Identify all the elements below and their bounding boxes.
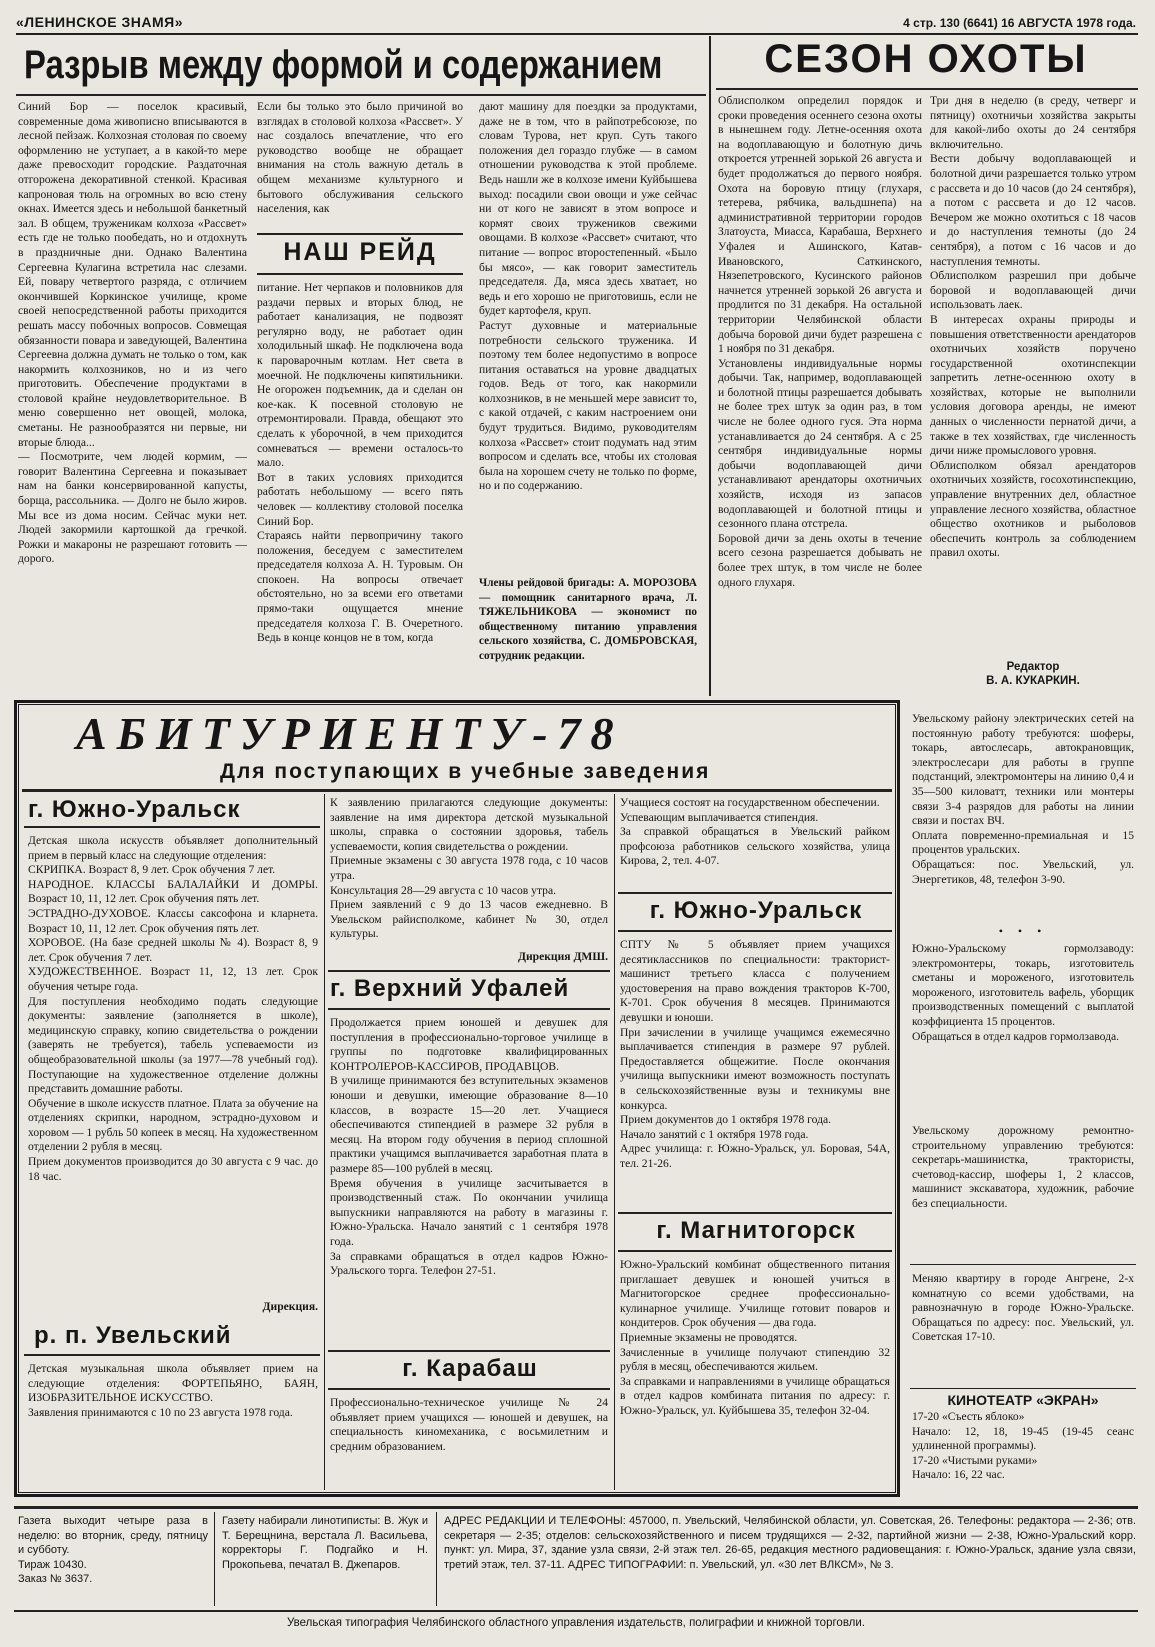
city4-rule-top [328, 1350, 610, 1352]
city5-rule-top [618, 892, 892, 894]
footer-divider-1 [214, 1512, 215, 1606]
ads-rule-1 [910, 1264, 1136, 1265]
raid-rule-top [257, 233, 463, 235]
city3-rule-top [328, 970, 610, 972]
footer-divider-2 [436, 1512, 437, 1606]
city1-rule [24, 826, 320, 828]
ads-rule-2 [910, 1388, 1136, 1389]
article1-col2b: питание. Нет черпаков и половников для раздачи первых и вторых блюд, не работает канализация, не подвозят регулярно воду, не работает один холодильный шкаф. Не подключена вода к пароварочным котлам. Нет света в моечной. Не подключены кипятильники. Не огорожен подъемник, да и сделан он кое-как. К посевной столовую не отремонтировали. Правда, обещают это сделать к уборочной, в чем приходится сомневаться — времени осталось-то мало. Вот в таких условиях приходится работать небольшому — всего пять человек — коллективу столовой поселка Синий Бор. Стараясь найти первопричину такого положения, беседуем с заместителем председателя колхоза А. Н. Туровым. Он спокоен. На вопросы отвечает обстоятельно, но за всеми его ответами прямо-таки ощущается мнение председателя колхоза Г. В. Очеретного. Ведь в конце концов не в том, когда [257, 281, 463, 645]
abit-divider-1 [324, 794, 325, 1490]
editor-label: Редактор [1006, 661, 1060, 673]
magnitogorsk-notice: Южно-Уральский комбинат общественного питания приглашает девушек и юношей учиться в Магнитогорское среднее профессионально-кулинарное училище. Училище готовит поваров и кондитеров. Срок обучения — два года. Приемные экзамены не проводятся. Зачисленные в училище получают стипендию 32 рубля в месяц, обеспечиваются жильем. За справками и направлениями в училище обращаться в отдел кадров комбината питания по адресу: г. Южно-Уральск, ул. Куйбышева 35, телефон 32-04. [620, 1258, 890, 1417]
karabash-notice: Профессионально-техническое училище № 24 объявляет прием учащихся — юношей и девушек, на специальность киномеханика, с восьмилетним и средним образованием. [330, 1396, 608, 1453]
ad-dairy-plant: Южно-Уральскому гормолзаводу: электромонтеры, токарь, изготовитель сметаны и мороженого, изготовитель мороженого, изготовитель вафель, уборщик производственных помещений с выплатой коэффициента 15 процентов. Обращаться в отдел кадров гормолзавода. [912, 942, 1134, 1043]
music-school-notice: Детская музыкальная школа объявляет прием на следующие отделения: ФОРТЕПЬЯНО, БАЯН, ИЗОБРАЗИТЕЛЬНОЕ ИСКУССТВО. Заявления принимаются с 10 по 23 августа 1978 года. [28, 1362, 318, 1419]
city6-rule [618, 1250, 892, 1252]
subtitle-rule [22, 789, 892, 792]
city4-rule [328, 1388, 610, 1390]
raid-rule-bottom [257, 273, 463, 275]
music-docs-notice: К заявлению прилагаются следующие документы: заявление на имя директора детской музыкальной школы, справка о состоянии здоровья, табель успеваемости, копия свидетельства о рождении. Приемные экзамены с 30 августа 1978 года, с 10 часов утра. Консультация 28—29 августа с 10 часов утра. Прием заявлений с 9 до 13 часов ежедневно. В Увельском райисполкоме, кабинет № 30, отдел культуры. [330, 796, 608, 941]
ad-road-department: Увельскому дорожному ремонтно-строительному управлению требуются: секретарь-машинистка, трактористы, счетовод-кассир, шоферы 1, 2 классов, машинист экскаватора, художник, рабочие без специальности. [912, 1124, 1134, 1210]
raid-signature: Члены рейдовой бригады: А. МОРОЗОВА — помощник санитарного врача, Л. ТЯЖЕЛЬНИКОВА — экономист по общественному питанию управления сельского хозяйства, С. ДОМБРОВСКАЯ, сотрудник редакции. [479, 577, 697, 662]
footer-rule-top [14, 1506, 1138, 1509]
article-title-rupture: Разрыв между формой и содержанием [24, 43, 663, 87]
paper-name: «ЛЕНИНСКОЕ ЗНАМЯ» [16, 14, 184, 30]
art-school-sign: Дирекция. [262, 1300, 318, 1313]
city5-rule [618, 930, 892, 932]
cinema-title: КИНОТЕАТР «ЭКРАН» [947, 1392, 1099, 1408]
column-divider [709, 36, 711, 696]
editor-block [930, 660, 1136, 688]
art-school-notice: Детская школа искусств объявляет дополнительный прием в первый класс на следующие отделения: СКРИПКА. Возраст 8, 9 лет. Срок обучения 7 лет. НАРОДНОЕ. КЛАССЫ БАЛАЛАЙКИ И ДОМРЫ. Возраст 10, 11, 12 лет. Срок обучения пять лет. ЭСТРАДНО-ДУХОВОЕ. Классы саксофона и кларнета. Возраст 10, 11, 12 лет. Срок обучения пять лет. ХОРОВОЕ. (На базе средней школы № 4). Возраст 8, 9 лет. Срок обучения 7 лет. ХУДОЖЕСТВЕННОЕ. Возраст 11, 12, 13 лет. Срок обучения четыре года. Для поступления необходимо подать следующие документы: заявление (заполняется в школе), медицинскую справку, копию свидетельства о рождении (заверять не требуется), табель успеваемости из общеобразовательной школы (за 1977—78 учебный год). Поступающие на художественное отделение должны представить домашние работы. Обучение в школе искусств платное. Плата за обучение на отделениях скрипки, народном, эстрадно-духовом и хоровом — 1 рубль 50 копеек в месяц. На художественном отделении 2 рубля в месяц. Прием документов производится до 30 августа с 9 час. до 18 час. [28, 834, 318, 1183]
hunting-title-rule [716, 88, 1138, 90]
article1-col3: дают машину для поездки за продуктами, даже не в том, что в райпотребсоюзе, по словам Турова, нет круп. Суть такого положения дел гораздо глубже — в самом отношении руководства к этой проблеме. Ведь нашли же в колхозе имени Куйбышева выход: посадили свои овощи и уже сейчас ни от кого не зависят в этом вопросе и кормят своих тружеников свежими овощами. В колхозе «Рассвет» считают, что питание — вопрос второстепенный. «Было бы мясо», — как говорит заместитель председателя. Да, мяса здесь хватает, но ведь и его хорошо не приготовишь, если не будет картофеля, круп. Растут духовные и материальные потребности сельского труженика. И поэтому тем более недопустимо в вопросе питания оставаться на уровне двадцатых годов. Ведь от того, как накормили колхозников, в не меньшей мере зависит то, с какой отдачей, с каким настроением они будут трудиться. Видимо, руководителям колхоза «Рассвет» стоит подумать над этим вопросом и сделать все, чтобы их столовая была на хорошем счету не только по форме, но и по содержанию. [479, 100, 697, 493]
city6-rule-top [618, 1212, 892, 1214]
ad-apartment-exchange: Меняю квартиру в городе Ангрене, 2-х комнатную со всеми удобствами, на равнозначную в городе Южно-Уральске. Обращаться по адресу: пос. Увельский, ул. Советская 17-10. [912, 1272, 1134, 1344]
music-docs-sign: Дирекция ДМШ. [517, 950, 608, 963]
raid-title: НАШ РЕЙД [283, 238, 437, 266]
title-rule [16, 94, 706, 96]
article-title-hunting: СЕЗОН ОХОТЫ [764, 37, 1088, 81]
abiturient-subtitle: Для поступающих в учебные заведения [220, 760, 711, 783]
footer-rule-bottom [14, 1610, 1138, 1612]
editor-name: В. А. КУКАРКИН. [986, 675, 1080, 687]
cinema-schedule: 17-20 «Съесть яблоко» Начало: 12, 18, 19-45 (19-45 сеанс удлиненной программы). 17-20 «Чистыми руками» Начало: 16, 22 час. [912, 1410, 1134, 1482]
article2-col1: Облисполком определил порядок и сроки проведения осеннего сезона охоты в нынешнем году. Летне-осенняя охота на водоплавающую и болотную дичь откроется утренней зорькой 26 августа и будет продолжаться до первого ноября. Охота на боровую птицу (глухаря, тетерева, рябчика, вальдшнепа) на административной территории городов Златоуста, Миасса, Карабаша, Верхнего Уфалея и Ашинского, Катав-Ивановского, Саткинского, Нязепетровского, Кусинского районов начнется утренней зорькой 26 августа и продлится по 31 декабря. На остальной территории Челябинской области добыча боровой дичи будет разрешена с 1 ноября по 31 декабря. Установлены индивидуальные нормы добычи. Так, например, водоплавающей и болотной птицы разрешается добывать не более трех штук за один раз, в том числе не более одного гуся. Эта норма устанавливается до 24 сентября. А с 25 сентября индивидуальные нормы добычи водоплавающей дичи устанавливают арендаторы охотничьих хозяйств, исходя из запасов водоплавающей и болотной птицы и сезонного плана отстрела. Боровой дичи за день охоты в течение всего сезона разрешается добывать не более трех штук, в том числе не более одного глухаря. [718, 94, 922, 589]
ad-electric-grid: Увельскому району электрических сетей на постоянную работу требуются: шоферы, токарь, автослесарь, автокрановщик, электрослесари для работы в группе подстанций, электромонтеры на линию 0,4 и 35—500 киловатт, техники или монтеры связи 3-4 разрядов для работы на линии связи и постах ВЧ. Оплата повременно-премиальная и 15 процентов уральских. Обращаться: пос. Увельский, ул. Энергетиков, 48, телефон 3-90. [912, 712, 1134, 886]
city-heading-verkhny-ufaley: г. Верхний Уфалей [330, 975, 570, 1002]
ad-separator-1: • • • [998, 924, 1048, 938]
city-heading-karabash: г. Карабаш [402, 1355, 538, 1382]
footer-publication-info: Газета выходит четыре раза в неделю: во вторник, среду, пятницу и субботу. Тираж 10430. Заказ № 3637. [18, 1515, 208, 1586]
college-notice: Учащиеся состоят на государственном обеспечении. Успевающим выплачивается стипендия. За справкой обращаться в Увельский райком профсоюза работников сельского хозяйства, улица Кирова, 2, тел. 4-07. [620, 796, 890, 868]
footer-address-info: АДРЕС РЕДАКЦИИ И ТЕЛЕФОНЫ: 457000, п. Увельский, Челябинской области, ул. Советская, 26. Телефоны: редактора — 2-36; отв. секретаря — 2-35; отделов: сельскохозяйственного и писем трудящихся — 2-32, партийной жизни — 2-38, Южно-Уральский корр. пункт: ул. Мира, 37, здание узла связи, 2-й этаж тел. 26-65, редакция местного радиовещания: г. Южно-Уральск, здание узла связи, третий этаж, тел. 37-11. АДРЕС ТИПОГРАФИИ: п. Увельский, ул. «30 лет ВЛКСМ», № 3. [444, 1515, 1136, 1571]
abiturient-title: АБИТУРИЕНТУ-78 [76, 708, 624, 759]
city-heading-yuzhnouralsk-2: г. Южно-Уральск [649, 897, 863, 924]
city-heading-magnitogorsk: г. Магнитогорск [656, 1217, 856, 1244]
city-heading-yuzhnouralsk: г. Южно-Уральск [28, 796, 241, 823]
city2-rule [24, 1354, 320, 1356]
footer-staff-info: Газету набирали линотиписты: В. Жук и Т. Берещнина, верстала Л. Васильева, корректоры Г. Подгайко и Н. Прокопьева, печатал В. Джепаров. [222, 1515, 428, 1571]
abit-divider-2 [614, 794, 615, 1490]
article2-col2: Три дня в неделю (в среду, четверг и пятницу) охотничьи хозяйства закрыты для какой-либо охоты до 24 сентября включительно. Вести добычу водоплавающей и болотной дичи разрешается только утром с рассвета и до 10 часов (до 24 сентября), а потом с рассвета и до 12 часов. Вечером же можно охотиться с 18 часов и до наступления темноты (до 24 сентября), а потом с 16 часов и до наступления темноты. Облисполком разрешил при добыче боровой и водоплавающей дичи использовать лаек. В интересах охраны природы и повышения ответственности арендаторов охотничьих хозяйств поручено государственной охотинспекции запретить летне-осеннюю охоту в хозяйствах, которые не выполнили условия договора аренды, не имеют данных о численности пернатой дичи, а также в тех хозяйствах, где численность дичи ниже промыслового уровня. Облисполком обязал арендаторов охотничьих хозяйств, госохотинспекцию, управление внутренних дел, областное управление лесного хозяйства, областное общество охотников и рыболовов обеспечить контроль за соблюдением правил охоты. [930, 94, 1136, 560]
sptu-notice: СПТУ № 5 объявляет прием учащихся десятиклассников по специальности: тракторист-машинист третьего класса с получением удостоверения на право вождения тракторов К-700, К-701. Срок обучения 8 месяцев. Принимаются девушки и юноши. При зачислении в училище учащимся ежемесячно выплачивается стипендия в размере 97 рублей. Предоставляется общежитие. После окончания училища выпускники имеют возможность поступать в сельскохозяйственные вузы и техникумы вне конкурса. Прием документов до 1 октября 1978 года. Начало занятий с 1 октября 1978 года. Адрес училища: г. Южно-Уральск, ул. Боровая, 54А, тел. 21-26. [620, 938, 890, 1170]
article1-col2a: Если бы только это было причиной во взглядах в столовой колхоза «Рассвет». У нас создалось впечатление, что его руководство вообще не обращает внимания на столь важную деталь в общем механизме культурного и бытового обслуживания сельского населения, как [257, 100, 463, 216]
issue-info: 4 стр. 130 (6641) 16 АВГУСТА 1978 года. [903, 16, 1136, 30]
ufaley-notice: Продолжается прием юношей и девушек для поступления в профессионально-торговое училище в группы по подготовке квалифицированных КОНТРОЛЕРОВ-КАССИРОВ, ПРОДАВЦОВ. В училище принимаются без вступительных экзаменов юноши и девушки, имеющие образование 8—10 классов, в возрасте 15—20 лет. Учащиеся обеспечиваются стипендией в размере 32 рубля в месяц. На втором году обучения в период сплошной практики учащимся выплачивается заработная плата в размере 85—100 рублей в месяц. Время обучения в училище засчитывается в производственный стаж. По окончании училища выпускники направляются на работу в магазины г. Южно-Уральска. Начало занятий с 1 сентября 1978 года. За справками обращаться в отдел кадров Южно-Уральского торга. Телефон 27-51. [330, 1016, 608, 1278]
article1-col1: Синий Бор — поселок красивый, современные дома живописно вписываются в лесной пейзаж. Колхозная столовая по своему оформлению не уступает, а в какой-то мере даже превосходит городские. Раздаточная отгорожена декоративной стенкой. Красивая капроновая тюль на огромных во всю стену окнах. Имеется здесь и небольшой банкетный зал. В общем, труженикам колхоза «Рассвет» есть где не только пообедать, но и отдохнуть в праздничные дни. Однако Валентина Сергеевна Кулагина встретила нас слезами. Ей, повару четвертого разряда, с отличием окончившей Коркинское училище, кроме своей непосредственной работы приходится решать массу побочных вопросов. Совмещая обязанности повара и заведующей, Валентина Сергеевна должна думать не только о том, как накормить колхозников, но и из чего приготовить. Обеспечение продуктами в столовой крайне неудовлетворительное. В меню совершенно нет овощей, молока, сметаны. Не разнообразятся ни первые, ни вторые блюда... — Посмотрите, чем людей кормим, — говорит Валентина Сергеевна и показывает нам на банки консервированной капусты, борща, рассольника. — Долго не было жиров. Мы все из дома носим. Сейчас муки нет. Людей закормили картошкой да гречкой. Рожки и макароны не разрешают готовить — дорого. [18, 100, 247, 566]
city-heading-uvelsky: р. п. Увельский [34, 1322, 232, 1349]
city3-rule [328, 1008, 610, 1010]
printing-house-info: Увельская типография Челябинского областного управления издательств, полиграфии и книжной торговли. [286, 1617, 865, 1629]
